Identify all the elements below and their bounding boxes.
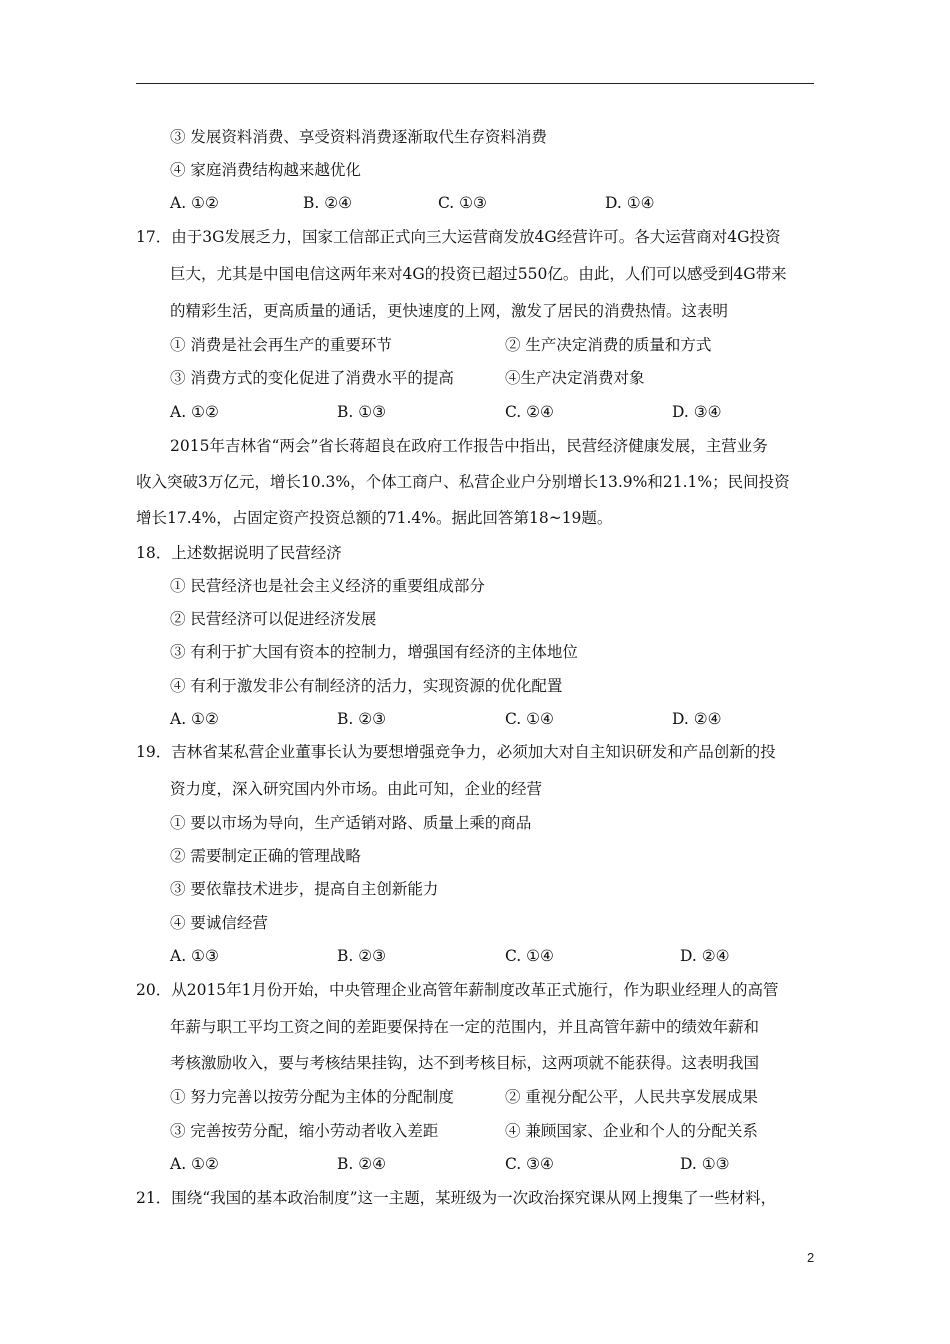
q20-option-a: A. ①② xyxy=(170,1155,219,1173)
q18-statement-3: ③ 有利于扩大国有资本的控制力，增强国有经济的主体地位 xyxy=(170,643,578,661)
q17-statement-2: ② 生产决定消费的质量和方式 xyxy=(505,336,712,354)
q17-stem-line-3: 的精彩生活，更高质量的通话，更快速度的上网，激发了居民的消费热情。这表明 xyxy=(170,302,729,320)
q18-option-a: A. ①② xyxy=(170,710,219,728)
header-rule xyxy=(136,83,814,84)
q19-option-d: D. ②④ xyxy=(680,947,730,965)
q19-stem-line-1: 19．吉林省某私营企业董事长认为要想增强竞争力，必须加大对自主知识研发和产品创新的投 xyxy=(136,743,776,761)
material-line-1: 2015年吉林省“两会”省长蒋超良在政府工作报告中指出，民营经济健康发展，主营业务 xyxy=(170,437,768,455)
q17-stem-line-2: 巨大，尤其是中国电信这两年来对4G的投资已超过550亿。由此，人们可以感受到4G带来 xyxy=(170,265,787,283)
q20-statement-3: ③ 完善按劳分配，缩小劳动者收入差距 xyxy=(170,1122,439,1140)
q20-option-b: B. ②④ xyxy=(337,1155,387,1173)
q16-option-d: D. ①④ xyxy=(605,194,655,212)
q17-option-a: A. ①② xyxy=(170,403,219,421)
q20-option-d: D. ①③ xyxy=(680,1155,730,1173)
q16-option-b: B. ②④ xyxy=(303,194,353,212)
q17-option-b: B. ①③ xyxy=(337,403,387,421)
q19-statement-3: ③ 要依靠技术进步，提高自主创新能力 xyxy=(170,880,439,898)
q19-option-a: A. ①③ xyxy=(170,947,219,965)
material-line-3: 增长17.4%，占固定资产投资总额的71.4%。据此回答第18~19题。 xyxy=(136,509,613,527)
q18-statement-2: ② 民营经济可以促进经济发展 xyxy=(170,610,377,628)
q16-option-c: C. ①③ xyxy=(438,194,487,212)
q17-stem-line-1: 17．由于3G发展乏力，国家工信部正式向三大运营商发放4G经营许可。各大运营商对4G投资 xyxy=(136,228,781,246)
q19-stem-line-2: 资力度，深入研究国内外市场。由此可知，企业的经营 xyxy=(170,780,543,798)
q18-statement-1: ① 民营经济也是社会主义经济的重要组成部分 xyxy=(170,577,485,595)
material-line-2: 收入突破3万亿元，增长10.3%，个体工商户、私营企业户分别增长13.9%和21.1%；民间投资 xyxy=(136,473,790,491)
q20-option-c: C. ③④ xyxy=(505,1155,554,1173)
q20-stem-line-3: 考核激励收入，要与考核结果挂钩，达不到考核目标，这两项就不能获得。这表明我国 xyxy=(170,1054,760,1072)
page-number: 2 xyxy=(807,1250,815,1265)
q18-option-c: C. ①④ xyxy=(505,710,554,728)
q18-option-b: B. ②③ xyxy=(337,710,387,728)
q19-option-c: C. ①④ xyxy=(505,947,554,965)
q16-option-a: A. ①② xyxy=(170,194,219,212)
q20-statement-2: ② 重视分配公平，人民共享发展成果 xyxy=(505,1088,758,1106)
q20-stem-line-2: 年薪与职工平均工资之间的差距要保持在一定的范围内，并且高管年薪中的绩效年薪和 xyxy=(170,1018,760,1036)
q17-option-c: C. ②④ xyxy=(505,403,554,421)
q20-statement-4: ④ 兼顾国家、企业和个人的分配关系 xyxy=(505,1122,758,1140)
q18-stem: 18．上述数据说明了民营经济 xyxy=(136,544,342,562)
q17-statement-4: ④生产决定消费对象 xyxy=(505,369,645,387)
q16-statement-3: ③ 发展资料消费、享受资料消费逐渐取代生存资料消费 xyxy=(170,128,547,146)
q19-statement-2: ② 需要制定正确的管理战略 xyxy=(170,847,361,865)
q17-option-d: D. ③④ xyxy=(672,403,722,421)
q16-statement-4: ④ 家庭消费结构越来越优化 xyxy=(170,161,361,179)
q19-statement-1: ① 要以市场为导向，生产适销对路、质量上乘的商品 xyxy=(170,814,532,832)
q19-statement-4: ④ 要诚信经营 xyxy=(170,914,268,932)
q18-option-d: D. ②④ xyxy=(672,710,722,728)
q19-option-b: B. ②③ xyxy=(337,947,387,965)
q21-stem-line-1: 21．围绕“我国的基本政治制度”这一主题，某班级为一次政治探究课从网上搜集了一些材料， xyxy=(136,1189,777,1207)
q17-statement-3: ③ 消费方式的变化促进了消费水平的提高 xyxy=(170,369,454,387)
q20-stem-line-1: 20．从2015年1月份开始，中央管理企业高管年薪制度改革正式施行，作为职业经理人的高管 xyxy=(136,981,779,999)
q20-statement-1: ① 努力完善以按劳分配为主体的分配制度 xyxy=(170,1088,454,1106)
q17-statement-1: ① 消费是社会再生产的重要环节 xyxy=(170,336,392,354)
q18-statement-4: ④ 有利于激发非公有制经济的活力，实现资源的优化配置 xyxy=(170,677,563,695)
